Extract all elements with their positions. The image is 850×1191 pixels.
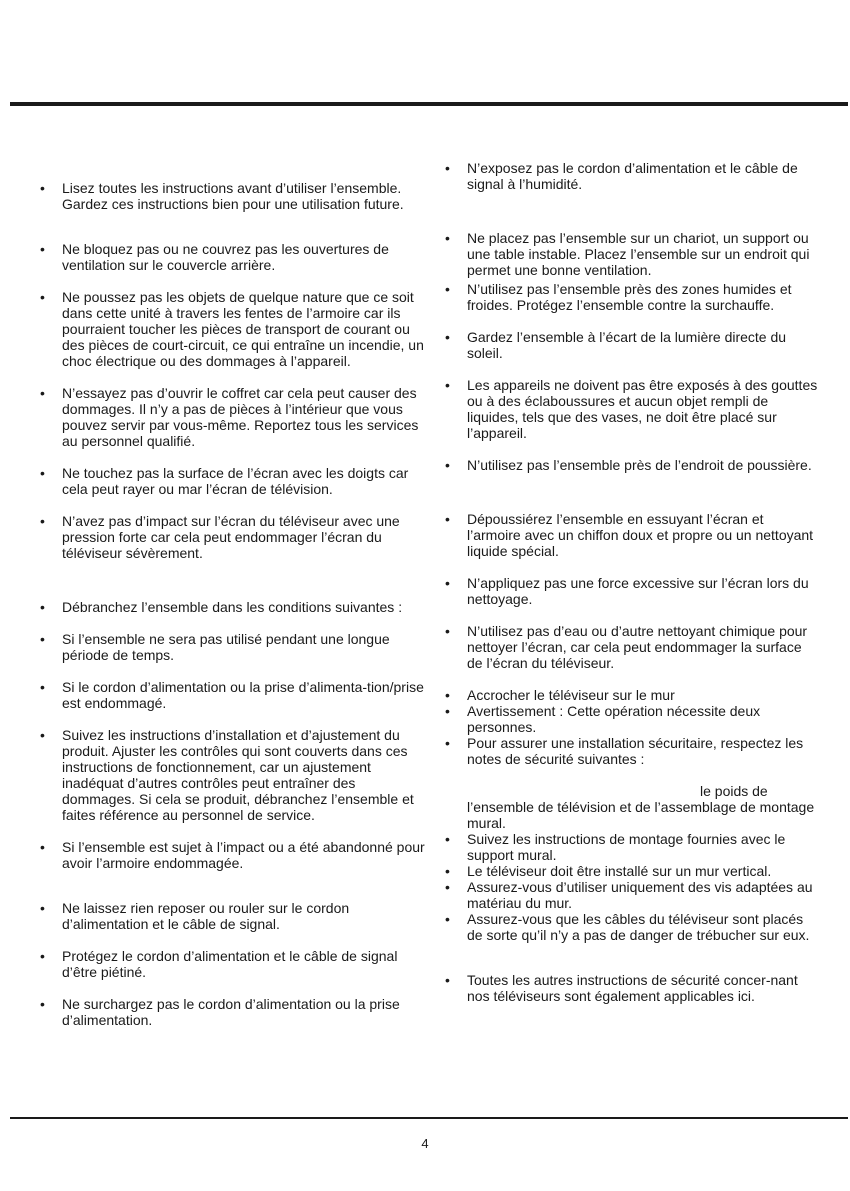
list-item xyxy=(445,911,820,943)
bullet-icon: • xyxy=(40,631,45,647)
list-item xyxy=(40,996,430,1028)
list-item-text: Suivez les instructions d’installation et d’ajustement du produit. Ajuster les contrôles qui sont couverts dans ces instructions de fonctionnement, car un ajustement inadéquat d’autres contrôles peut entraîner des dommages. Si cela se produit, débranchez l’ensemble et faites référence au personnel de service. xyxy=(62,727,414,823)
page-number: 4 xyxy=(421,1136,429,1151)
list-item-text: N’appliquez pas une force excessive sur l’écran lors du nettoyage. xyxy=(467,575,809,607)
list-item-text: Débranchez l’ensemble dans les conditions suivantes : xyxy=(62,599,403,615)
list-item-text: N’utilisez pas l’ensemble près de l’endroit de poussière. xyxy=(467,457,812,473)
list-item xyxy=(445,377,820,441)
list-item xyxy=(40,839,430,871)
list-item xyxy=(40,679,430,711)
list-item xyxy=(445,831,820,863)
bullet-icon: • xyxy=(445,687,450,703)
list-item-text: Ne touchez pas la surface de l’écran avec les doigts car cela peut rayer ou mar l’écran de télévision. xyxy=(62,465,409,497)
bullet-icon: • xyxy=(445,831,450,847)
list-item xyxy=(445,735,820,767)
list-item xyxy=(445,457,820,473)
list-item-text: N’exposez pas le cordon d’alimentation et le câble de signal à l’humidité. xyxy=(467,160,798,192)
list-item xyxy=(445,329,820,361)
wall-mount-weight-note: le poids de l’ensemble de télévision et de l’assemblage de montage mural. xyxy=(467,783,815,831)
list-item-text: Dépoussiérez l’ensemble en essuyant l’écran et l’armoire avec un chiffon doux et propre ou un nettoyant liquide spécial. xyxy=(467,511,814,559)
bullet-icon: • xyxy=(445,911,450,927)
list-item-text: Si le cordon d’alimentation ou la prise d’alimenta-tion/prise est endommagé. xyxy=(62,679,424,711)
bullet-icon: • xyxy=(40,727,45,743)
list-item xyxy=(445,623,820,671)
bullet-icon: • xyxy=(445,377,450,393)
bullet-icon: • xyxy=(445,457,450,473)
list-item-text: Assurez-vous que les câbles du téléviseur sont placés de sorte qu’il n’y a pas de danger de trébucher sur eux. xyxy=(467,911,810,943)
list-item xyxy=(40,948,430,980)
bullet-icon: • xyxy=(40,465,45,481)
bullet-icon: • xyxy=(445,511,450,527)
bullet-icon: • xyxy=(40,900,45,916)
bullet-icon: • xyxy=(445,972,450,988)
bullet-icon: • xyxy=(40,241,45,257)
list-item xyxy=(445,879,820,911)
list-item-text: Avertissement : Cette opération nécessite deux personnes. xyxy=(467,703,761,735)
bullet-icon: • xyxy=(40,599,45,615)
bullet-icon: • xyxy=(445,160,450,176)
list-item-text: N’essayez pas d’ouvrir le coffret car cela peut causer des dommages. Il n’y a pas de pièces à l’intérieur que vous pouvez servir par vous-même. Reportez tous les services au personnel qualifié. xyxy=(62,385,419,449)
top-divider xyxy=(10,102,848,106)
list-item-text: Pour assurer une installation sécuritaire, respectez les notes de sécurité suivantes : xyxy=(467,735,804,767)
list-item xyxy=(445,972,820,1004)
bullet-icon: • xyxy=(40,679,45,695)
list-item-text: Ne surchargez pas le cordon d’alimentation ou la prise d’alimentation. xyxy=(62,996,400,1028)
bottom-divider xyxy=(10,1117,848,1119)
bullet-icon: • xyxy=(40,180,45,196)
list-item xyxy=(40,900,430,932)
list-item-text: Protégez le cordon d’alimentation et le câble de signal d’être piétiné. xyxy=(62,948,398,980)
bullet-icon: • xyxy=(40,839,45,855)
list-item xyxy=(40,385,430,449)
list-item xyxy=(445,281,820,313)
list-item-text: Ne laissez rien reposer ou rouler sur le cordon d’alimentation et le câble de signal. xyxy=(62,900,350,932)
list-item xyxy=(445,703,820,735)
list-item-text: N’avez pas d’impact sur l’écran du téléviseur avec une pression forte car cela peut endommager l’écran du téléviseur sévèrement. xyxy=(62,513,400,561)
bullet-icon: • xyxy=(445,230,450,246)
list-item xyxy=(40,289,430,369)
list-item xyxy=(445,687,820,703)
bullet-icon: • xyxy=(445,863,450,879)
list-item-text: Si l’ensemble est sujet à l’impact ou a été abandonné pour avoir l’armoire endommagée. xyxy=(62,839,425,871)
list-item-text: Ne poussez pas les objets de quelque nature que ce soit dans cette unité à travers les fentes de l’armoire car ils pourraient toucher les pièces de transport de courant ou des pièces de court-circuit, ce qui entraîne un incendie, un choc électrique ou des dommages à l’appareil. xyxy=(62,289,424,369)
list-item xyxy=(445,230,820,278)
list-item-text: Lisez toutes les instructions avant d’utiliser l’ensemble. Gardez ces instructions bien pour une utilisation future. xyxy=(62,180,404,212)
bullet-icon: • xyxy=(445,281,450,297)
bullet-icon: • xyxy=(40,289,45,305)
bullet-icon: • xyxy=(445,703,450,719)
list-item-text: Gardez l’ensemble à l’écart de la lumière directe du soleil. xyxy=(467,329,787,361)
list-item-text: Toutes les autres instructions de sécurité concer-nant nos téléviseurs sont également applicables ici. xyxy=(467,972,798,1004)
list-item-text: Suivez les instructions de montage fournies avec le support mural. xyxy=(467,831,786,863)
list-item xyxy=(40,513,430,561)
list-item xyxy=(445,160,820,192)
right-column xyxy=(445,160,820,1004)
list-item xyxy=(40,599,430,615)
bullet-icon: • xyxy=(445,623,450,639)
list-item-text: Ne placez pas l’ensemble sur un chariot, un support ou une table instable. Placez l’ensemble sur un endroit qui permet une bonne ventilation. xyxy=(467,230,810,278)
list-item-text: Si l’ensemble ne sera pas utilisé pendant une longue période de temps. xyxy=(62,631,390,663)
bullet-icon: • xyxy=(40,996,45,1012)
bullet-icon: • xyxy=(445,879,450,895)
list-item xyxy=(445,511,820,559)
bullet-icon: • xyxy=(445,329,450,345)
bullet-icon: • xyxy=(40,513,45,529)
bullet-icon: • xyxy=(445,735,450,751)
left-column xyxy=(40,180,430,1028)
list-item-text: Ne bloquez pas ou ne couvrez pas les ouvertures de ventilation sur le couvercle arrière. xyxy=(62,241,389,273)
bullet-icon: • xyxy=(40,948,45,964)
list-item-text: Les appareils ne doivent pas être exposés à des gouttes ou à des éclaboussures et aucun objet rempli de liquides, tels que des vases, ne doit être placé sur l’appareil. xyxy=(467,377,818,441)
bullet-icon: • xyxy=(445,575,450,591)
list-item xyxy=(40,180,430,212)
list-item-text: Assurez-vous d’utiliser uniquement des vis adaptées au matériau du mur. xyxy=(467,879,813,911)
list-item-text: N’utilisez pas d’eau ou d’autre nettoyant chimique pour nettoyer l’écran, car cela peut endommager la surface de l’écran du téléviseur. xyxy=(467,623,808,671)
list-item xyxy=(40,727,430,823)
list-item-text: Le téléviseur doit être installé sur un mur vertical. xyxy=(467,863,772,879)
list-item xyxy=(40,241,430,273)
list-item xyxy=(445,863,820,879)
bullet-icon: • xyxy=(40,385,45,401)
list-item xyxy=(40,465,430,497)
list-item xyxy=(40,631,430,663)
list-item-text: Accrocher le téléviseur sur le mur xyxy=(467,687,675,703)
list-item xyxy=(445,575,820,607)
list-item-text: N’utilisez pas l’ensemble près des zones humides et froides. Protégez l’ensemble contre la surchauffe. xyxy=(467,281,792,313)
